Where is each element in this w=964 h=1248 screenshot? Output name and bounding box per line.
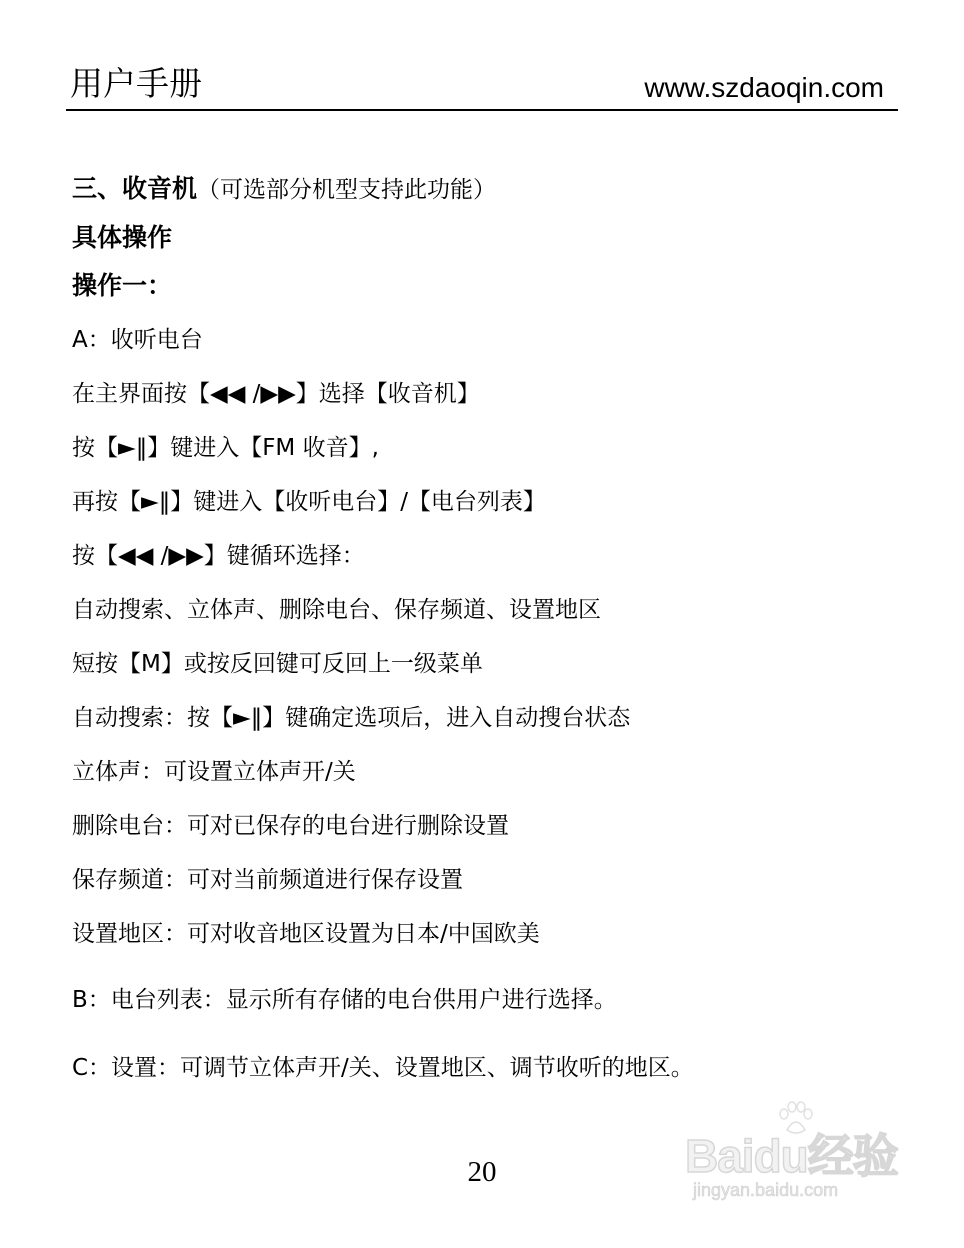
header-divider bbox=[66, 109, 898, 111]
subheading: 具体操作 bbox=[72, 223, 173, 252]
baidu-watermark bbox=[685, 1100, 905, 1210]
section-heading-note: （可选部分机型支持此功能） bbox=[197, 177, 497, 203]
text-line: C：设置：可调节立体声开/关、设置地区、调节收听的地区。 bbox=[72, 1055, 694, 1081]
manual-title: 用户手册 bbox=[70, 64, 202, 103]
watermark-url: jingyan.baidu.com bbox=[693, 1180, 839, 1200]
section-heading bbox=[72, 173, 496, 206]
text-line: 立体声：可设置立体声开/关 bbox=[72, 759, 356, 785]
text-line: 短按【M】或按反回键可反回上一级菜单 bbox=[72, 651, 483, 677]
text-line: 自动搜索：按【►‖】键确定选项后，进入自动搜台状态 bbox=[72, 705, 631, 731]
text-line: 删除电台：可对已保存的电台进行删除设置 bbox=[72, 813, 509, 839]
operation-title: 操作一： bbox=[72, 271, 173, 300]
text-line: 在主界面按【◀◀ /▶▶】选择【收音机】 bbox=[72, 381, 480, 407]
text-line: 设置地区：可对收音地区设置为日本/中国欧美 bbox=[72, 921, 540, 947]
text-line: 再按【►‖】键进入【收听电台】/【电台列表】 bbox=[72, 489, 546, 515]
page-number: 20 bbox=[467, 1156, 497, 1188]
text-line: B：电台列表：显示所有存储的电台供用户进行选择。 bbox=[72, 987, 617, 1013]
text-line: A：收听电台 bbox=[72, 327, 203, 353]
text-line: 自动搜索、立体声、删除电台、保存频道、设置地区 bbox=[72, 597, 601, 623]
text-line: 按【►‖】键进入【FM 收音】, bbox=[72, 435, 379, 461]
section-heading-title: 三、收音机 bbox=[72, 174, 198, 203]
text-line: 保存频道：可对当前频道进行保存设置 bbox=[72, 867, 463, 893]
website-url: www.szdaoqin.com bbox=[644, 72, 884, 103]
watermark-brand: Baidu经验 bbox=[685, 1130, 898, 1182]
text-line: 按【◀◀ /▶▶】键循环选择： bbox=[72, 543, 365, 569]
